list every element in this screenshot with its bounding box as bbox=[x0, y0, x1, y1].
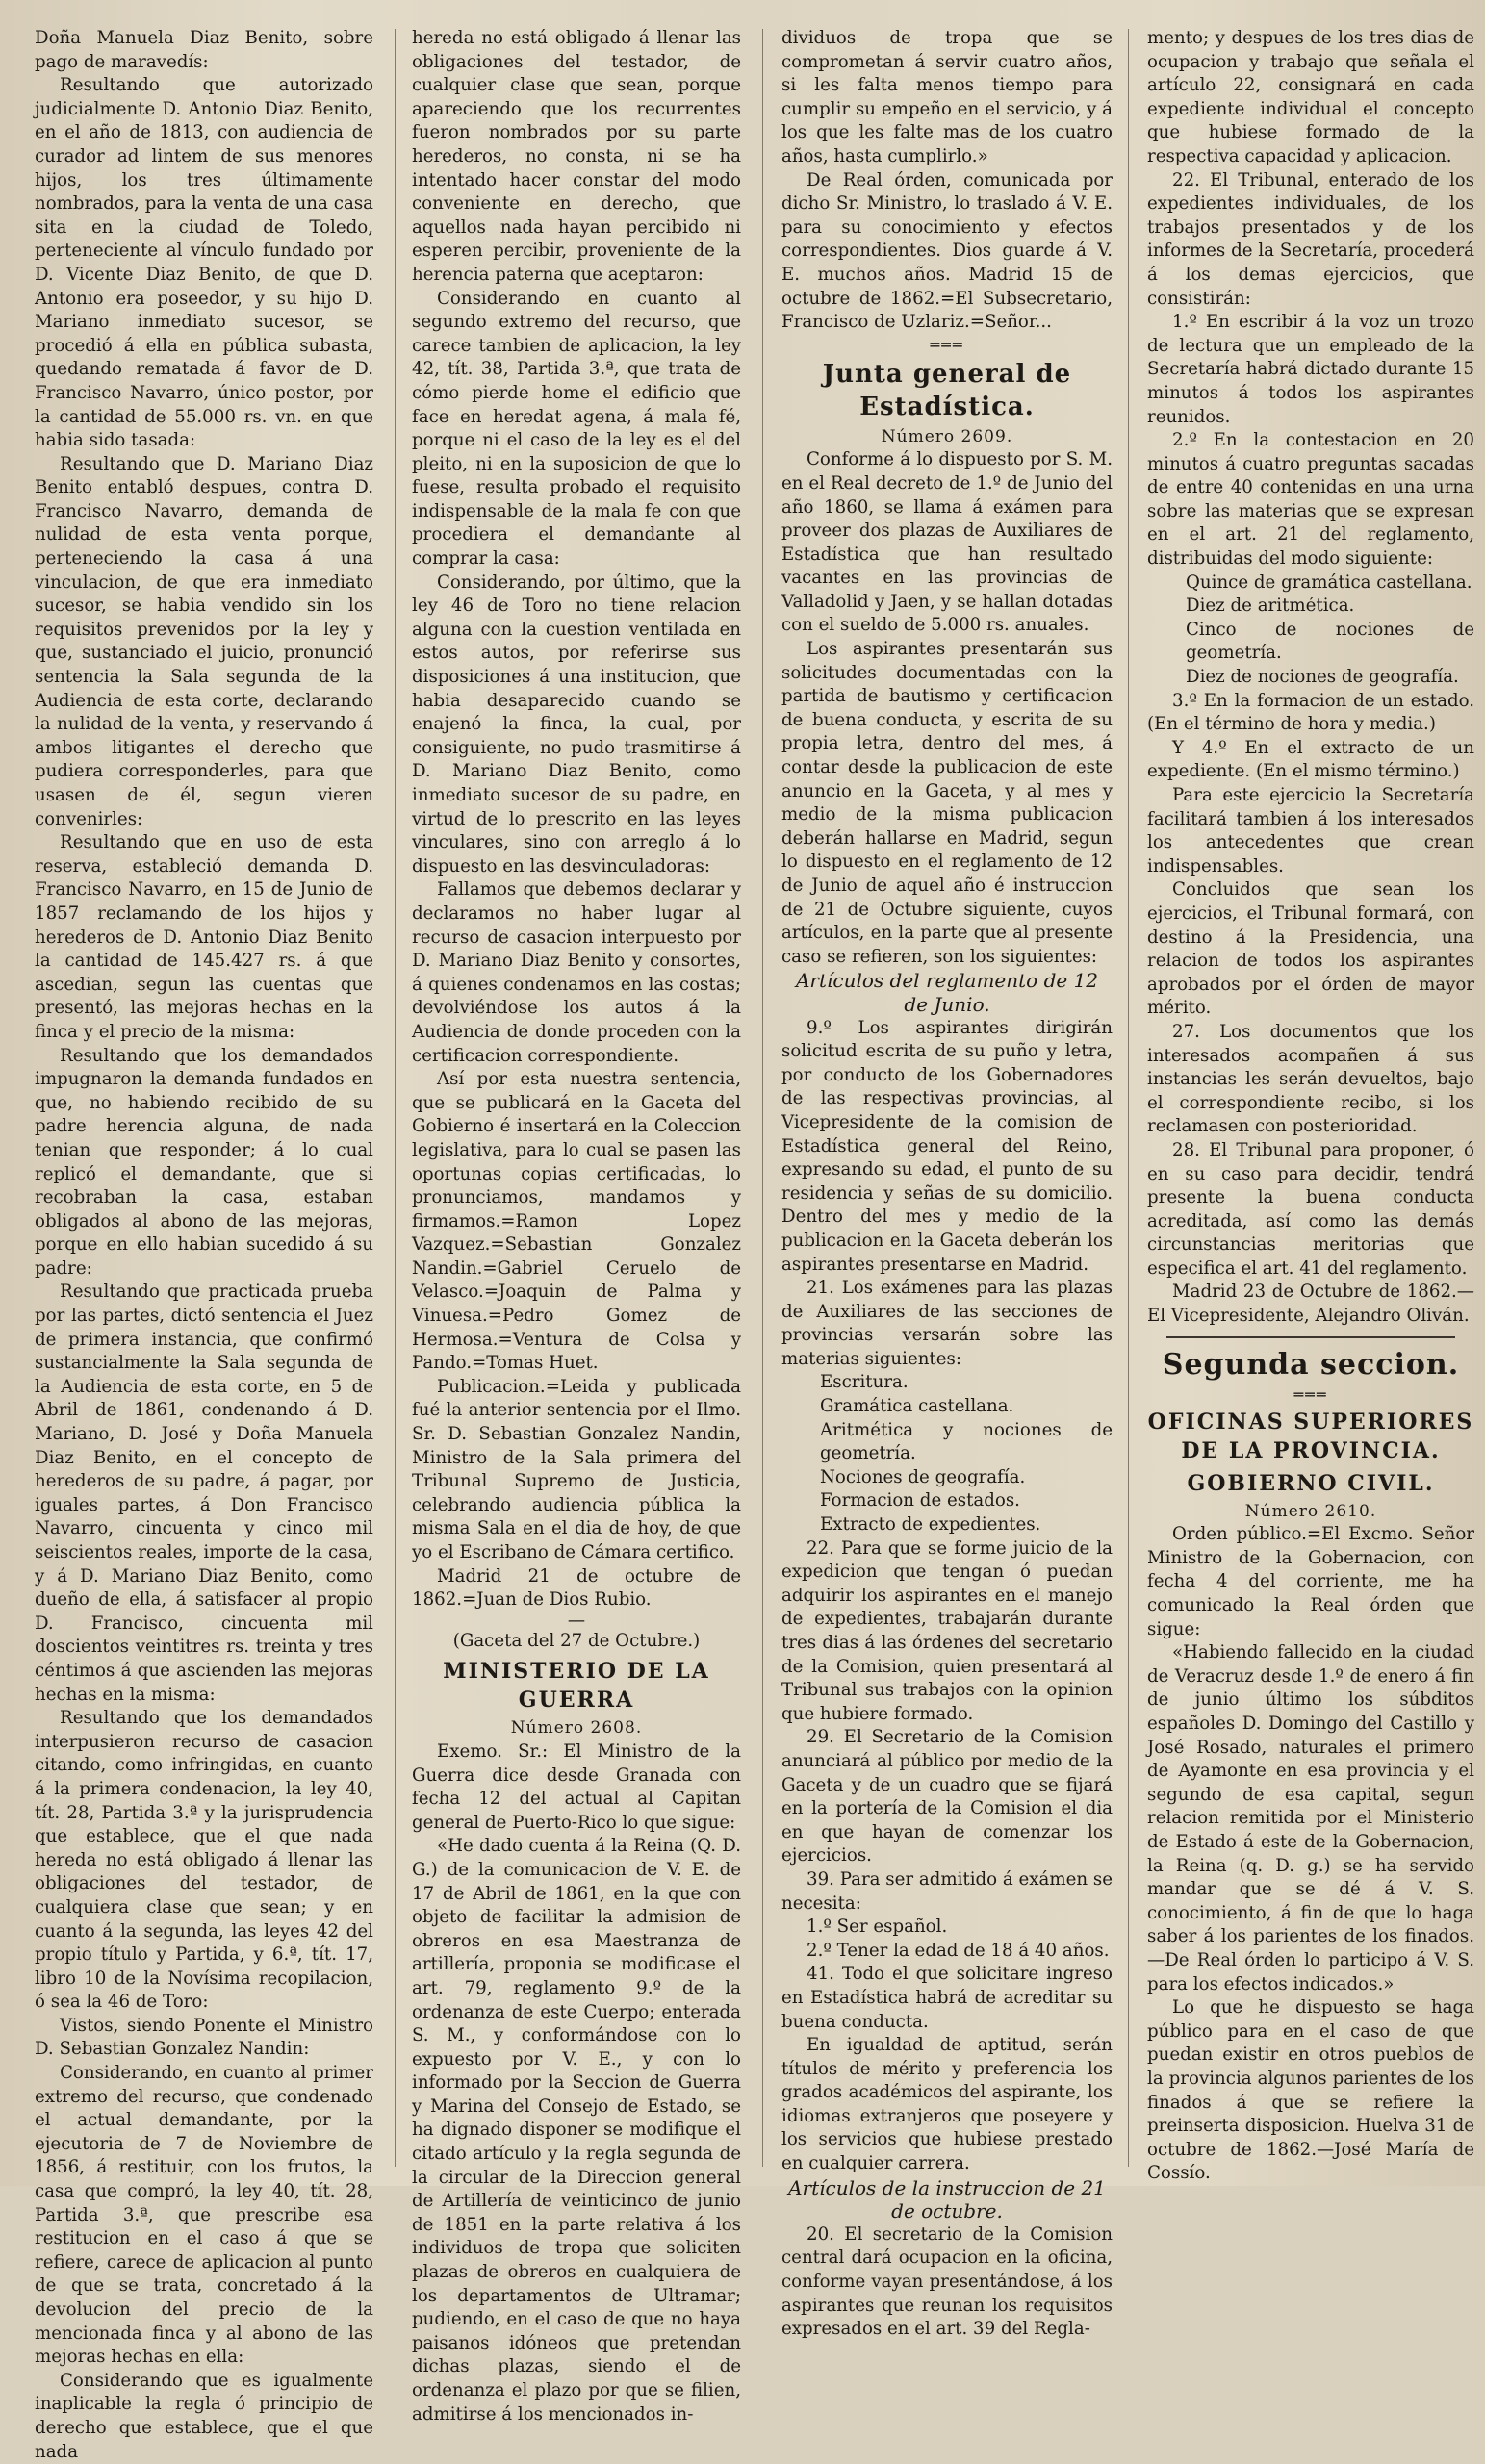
paragraph: «Habiendo fallecido en la ciudad de Veracruz desde 1.º de enero á fin de junio último los súbditos españoles D. Domingo del Castillo y José Rosado, naturales el primero de Ayamonte en esa provincia y el segundo de esa capital, segun relacion remitida por el Ministerio de Estado á este de la Gobernacion, la Reina (q. D. g.) se ha servido mandar que se dé á V. S. conocimiento, á fin de que lo haga saber á los parientes de los finados.—De Real órden lo participo á V. S. para los efectos indicados.» bbox=[1147, 1642, 1474, 1994]
paragraph: Resultando que en uso de esta reserva, estableció demanda D. Francisco Navarro, en 15 de Junio de 1857 reclamando de los hijos y herederos de D. Antonio Diaz Benito la cantidad de 145.427 rs. á que ascedian, segun las cuentas que presentó, las mejoras hechas en la finca y el precio de la misma: bbox=[35, 832, 373, 1042]
column-rule bbox=[1128, 29, 1129, 2167]
paragraph: 20. El secretario de la Comision central dará ocupacion en la oficina, conforme vayan presentándose, á los aspirantes que reunan los requisitos expresados en el art. 39 del Regla- bbox=[781, 2223, 1113, 2340]
list-item: Escritura. bbox=[820, 1372, 909, 1393]
paragraph: 22. Para que se forme juicio de la expedicion que tengan ó puedan adquirir los aspirantes en el manejo de expedientes, trabajarán durante tres dias á las órdenes del secretario de la Comision, quien presentará al Tribunal sus trabajos con la opinion que hubiere formado. bbox=[781, 1537, 1113, 1724]
item-number: Número 2610. bbox=[1244, 1501, 1377, 1521]
paragraph: Resultando que practicada prueba por las partes, dictó sentencia el Juez de primera instancia, que confirmó sustancialmente la Sala segunda de la Audiencia de esta corte, en 5 de Abril de 1861, condenando á D. Mariano, D. José y Doña Manuela Diaz Benito, en el concepto de herederos de su padre, á pagar, por iguales partes, á Don Francisco Navarro, cincuenta y cinco mil seiscientos reales, importe de la casa, y á D. Mariano Diaz Benito, como dueño de ella, á satisfacer al propio D. Francisco, cincuenta mil doscientos veintitres rs. treinta y tres céntimos á que ascienden las mejoras hechas en la misma: bbox=[35, 1282, 373, 1705]
paragraph: Resultando que autorizado judicialmente D. Antonio Diaz Benito, en el año de 1813, con audiencia de curador ad lintem de sus menores hijos, los tres últimamente nombrados, para la venta de una casa sita en la ciudad de Toledo, perteneciente al vínculo fundado por D. Vicente Diaz Benito, de que D. Antonio era poseedor, y su hijo D. Mariano inmediato sucesor, se procedió á ella en pública subasta, quedando rematada á favor de D. Francisco Navarro, único postor, por la cantidad de 55.000 rs. vn. en que habia sido tasada: bbox=[35, 75, 373, 451]
paragraph: 1.º Ser español. bbox=[807, 1917, 948, 1938]
paragraph: Considerando en cuanto al segundo extremo del recurso, que carece tambien de aplicacion, la ley 42, tít. 38, Partida 3.ª, que trata de cómo pierde home el edificio que face en heredat agena, á mala fé, porque ni el caso de la ley es el del pleito, ni en la suposicion de que lo fuese, resulta probado el requisito indispensable de la mala fe con que procediera el demandante al comprar la casa: bbox=[412, 288, 741, 570]
section-heading: OFICINAS SUPERIORES DE LA PROVINCIA. bbox=[1147, 1409, 1474, 1463]
list-item: Cinco de nociones de geometría. bbox=[1186, 619, 1474, 664]
list-item: Diez de aritmética. bbox=[1186, 596, 1355, 617]
centered-note: (Gaceta del 27 de Octubre.) bbox=[452, 1630, 701, 1651]
list-item: Extracto de expedientes. bbox=[820, 1514, 1041, 1536]
paragraph: Considerando, en cuanto al primer extremo del recurso, que condenado el actual demandante, por la ejecutoria de 7 de Noviembre de 1856, á restituir, con los frutos, la casa que compró, la ley 40, tít. 28, Partida 3.ª, que prescribe esa restitucion en el caso á que se refiere, carece de aplicacion al punto de que se trata, concretado á la devolucion del precio de la mencionada finca y al abono de las mejoras hechas en ella: bbox=[35, 2063, 373, 2368]
list-item: Diez de nociones de geografía. bbox=[1186, 667, 1459, 688]
paragraph: 9.º Los aspirantes dirigirán solicitud escrita de su puño y letra, por conducto de los Gobernadores de las respectivas provincias, al Vicepresidente de la comision de Estadística general del Reino, expresando su edad, el punto de su residencia y señas de su domicilio. Dentro del mes y medio de la publicacion en la Gaceta deberán los aspirantes presentarse en Madrid. bbox=[781, 1017, 1113, 1275]
paragraph: En igualdad de aptitud, serán títulos de mérito y preferencia los grados académicos del aspirante, los idiomas extranjeros que poseyere y los servicios que hubiese prestado en cualquier carrera. bbox=[781, 2035, 1113, 2174]
section-heading: GOBIERNO CIVIL. bbox=[1187, 1470, 1435, 1496]
paragraph: Fallamos que debemos declarar y declaramos no haber lugar al recurso de casacion interpuesto por D. Mariano Diaz Benito y consortes, á quienes condenamos en las costas; devolviéndose los autos á la Audiencia de donde proceden con la certificacion correspondiente. bbox=[412, 879, 741, 1066]
paragraph: Para este ejercicio la Secretaría facilitará tambien á los interesados los antecedentes que crean indispensables. bbox=[1147, 785, 1474, 876]
paragraph: Así por esta nuestra sentencia, que se publicará en la Gaceta del Gobierno é insertará en la Coleccion legislativa, para lo cual se pasen las oportunas copias certificadas, lo pronunciamos, mandamos y firmamos.=Ramon Lopez Vazquez.=Sebastian Gonzalez Nandin.=Gabriel Ceruelo de Velasco.=Joaquin de Palma y Vinuesa.=Pedro Gomez de Hermosa.=Ventura de Colsa y Pando.=Tomas Huet. bbox=[412, 1069, 741, 1374]
paragraph: Publicacion.=Leida y publicada fué la anterior sentencia por el Ilmo. Sr. D. Sebastian Gonzalez Nandin, Ministro de la Sala primera del Tribunal Supremo de Justicia, celebrando audiencia pública la misma Sala en el dia de hoy, de que yo el Escribano de Cámara certifico. bbox=[412, 1376, 741, 1562]
paragraph: Madrid 23 de Octubre de 1862.—El Vicepresidente, Alejandro Oliván. bbox=[1147, 1282, 1474, 1327]
item-number: Número 2608. bbox=[510, 1718, 643, 1739]
column-rule bbox=[762, 29, 763, 2167]
paragraph: Madrid 21 de octubre de 1862.=Juan de Dios Rubio. bbox=[412, 1565, 741, 1611]
section-divider bbox=[1166, 1336, 1455, 1338]
paragraph: Conforme á lo dispuesto por S. M. en el Real decreto de 1.º de Junio del año 1860, se llama á exámen para proveer dos plazas de Auxiliares de Estadística que han resultado vacantes en las provincias de Valladolid y Jaen, y se hallan dotadas con el sueldo de 5.000 rs. anuales. bbox=[781, 449, 1113, 636]
paragraph: Resultando que los demandados impugnaron la demanda fundados en que, no habiendo recibido de su padre herencia alguna, de nada tenian que responder; á lo cual replicó el demandante, que si recobraban la casa, estaban obligados al abono de las mejoras, porque en ello habian sucedido á su padre: bbox=[35, 1045, 373, 1279]
paragraph: 21. Los exámenes para las plazas de Auxiliares de las secciones de provincias versarán sobre las materias siguientes: bbox=[781, 1278, 1113, 1369]
list-item: Gramática castellana. bbox=[820, 1396, 1014, 1417]
paragraph: «He dado cuenta á la Reina (Q. D. G.) de la comunicacion de V. E. de 17 de Abril de 1861, en la que con objeto de facilitar la admision de obreros en esa Maestranza de artillería, proponia se modificase el art. 79, reglamento 9.º de la ordenanza de este Cuerpo; enterada S. M., y conformándose con lo expuesto por V. E., y con lo informado por la Seccion de Guerra y Marina del Consejo de Estado, se ha dignado disponer se modifique el citado artículo y la regla segunda de la circular de la Direccion general de Artillería de veinticinco de junio de 1851 en la parte relativa á los individuos de tropa que soliciten plazas de obreros en cualquiera de los departamentos de Ultramar; pudiendo, en el caso de que no haya paisanos idóneos que pretendan dichas plazas, siendo el de ordenanza el plazo por que se filien, admitirse á los mencionados in- bbox=[412, 1836, 741, 2425]
italic-subheading: Artículos de la instruccion de 21 de octubre. bbox=[788, 2175, 1106, 2223]
column-rule bbox=[395, 29, 396, 2167]
italic-subheading: Artículos del reglamento de 12 de Junio. bbox=[795, 969, 1099, 1016]
paragraph: Considerando que es igualmente inaplicable la regla ó principio de derecho que establece, que el que nada bbox=[35, 2370, 373, 2462]
paragraph: 29. El Secretario de la Comision anunciará al público por medio de la Gaceta y de un cuadro que se fijará en la portería de la Comision el dia en que hayan de comenzar los ejercicios. bbox=[781, 1727, 1113, 1867]
dash-separator: — bbox=[567, 1610, 586, 1631]
paragraph: 27. Los documentos que los interesados acompañen á sus instancias les serán devueltos, bajo el correspondiente recibo, si los reclamasen con posterioridad. bbox=[1147, 1021, 1474, 1137]
paragraph: Doña Manuela Diaz Benito, sobre pago de maravedís: bbox=[35, 28, 373, 72]
paragraph: Concluidos que sean los ejercicios, el Tribunal formará, con destino á la Presidencia, una relacion de todos los aspirantes aprobados por el órden de mayor mérito. bbox=[1147, 879, 1474, 1019]
paragraph: Orden público.=El Excmo. Señor Ministro de la Gobernacion, con fecha 4 del corriente, me ha comunicado la Real órden que sigue: bbox=[1147, 1524, 1474, 1639]
paragraph: Resultando que los demandados interpusieron recurso de casacion citando, como infringidas, en cuanto á la primera condenacion, la ley 40, tít. 28, Partida 3.ª y la jurisprudencia que establece, que el que nada hereda no está obligado á llenar las obligaciones del testador, de cualquiera clase que sean; y en cuanto á la segunda, las leyes 42 del propio título y Partida, y 6.ª, tít. 17, libro 10 de la Novísima recopilacion, ó sea la 46 de Toro: bbox=[35, 1708, 373, 2013]
column-4 bbox=[1147, 27, 1474, 2184]
column-1 bbox=[35, 27, 373, 2462]
paragraph: Vistos, siendo Ponente el Ministro D. Sebastian Gonzalez Nandin: bbox=[35, 2015, 373, 2060]
paragraph: 28. El Tribunal para proponer, ó en su caso para decidir, tendrá presente la buena conducta acreditada, así como las demás circunstancias meritorias que especifica el art. 41 del reglamento. bbox=[1147, 1139, 1474, 1279]
paragraph: 2.º En la contestacion en 20 minutos á cuatro preguntas sacadas de entre 40 contenidas en una urna sobre las materias que se expresan en el art. 21 del reglamento, distribuidas del modo siguiente: bbox=[1147, 430, 1474, 570]
list-item: Formacion de estados. bbox=[820, 1490, 1020, 1511]
paragraph: Considerando, por último, que la ley 46 de Toro no tiene relacion alguna con la cuestion ventilada en estos autos, por referirse sus disposiciones á una institucion, que habia desaparecido cuando se enajenó la finca, la cual, por consiguiente, no pudo trasmitirse á D. Mariano Diaz Benito, como inmediato sucesor de su padre, en virtud de lo prescrito en las leyes vinculares, sino con arreglo á lo dispuesto en las desvinculadoras: bbox=[412, 572, 741, 876]
paragraph: Los aspirantes presentarán sus solicitudes documentadas con la partida de bautismo y certificacion de buena conducta, y escrita de su propia letra, dentro del mes, á contar desde la publicacion de este anuncio en la Gaceta, y al mes y medio de la misma publicacion deberán hallarse en Madrid, segun lo dispuesto en el reglamento de 12 de Junio de aquel año é instruccion de 21 de Octubre siguiente, cuyos artículos, en la parte que al presente caso se refieren, son los siguientes: bbox=[781, 639, 1113, 967]
paragraph: 22. El Tribunal, enterado de los expedientes individuales, de los trabajos presentados y de los informes de la Secretaría, procederá á los demas ejercicios, que consistirán: bbox=[1147, 169, 1474, 309]
item-number: Número 2609. bbox=[881, 426, 1013, 446]
list-item: Aritmética y nociones de geometría. bbox=[820, 1419, 1113, 1464]
paragraph: Lo que he dispuesto se haga público para en el caso de que puedan existir en otros pueblos de la provincia algunos parientes de los finados á que se refiere la preinserta disposicion. Huelva 31 de octubre de 1862.—José María de Cossío. bbox=[1147, 1997, 1474, 2184]
list-item: Nociones de geografía. bbox=[820, 1466, 1026, 1487]
section-heading: MINISTERIO DE LA GUERRA bbox=[443, 1659, 710, 1714]
decorative-rule: ═══ bbox=[1293, 1384, 1328, 1404]
paragraph: mento; y despues de los tres dias de ocupacion y trabajo que señala el artículo 22, consignará en cada expediente individual el concepto que hubiese formado de la respectiva capacidad y aplicacion. bbox=[1147, 28, 1474, 166]
column-3 bbox=[781, 27, 1113, 2340]
paragraph: De Real órden, comunicada por dicho Sr. Ministro, lo traslado á V. E. para su conocimiento y efectos correspondientes. Dios guarde á V. E. muchos años. Madrid 15 de octubre de 1862.=El Subsecretario, Francisco de Uzlariz.=Señor... bbox=[781, 169, 1113, 333]
paragraph: 3.º En la formacion de un estado. (En el término de hora y media.) bbox=[1147, 690, 1474, 735]
decorative-rule: ═══ bbox=[930, 335, 964, 354]
paragraph: dividuos de tropa que se comprometan á servir cuatro años, si les falta menos tiempo para cumplir su empeño en el servicio, y á los que les falte mas de los cuatro años, hasta cumplirlo.» bbox=[781, 28, 1113, 166]
paragraph: 41. Todo el que solicitare ingreso en Estadística habrá de acreditar su buena conducta. bbox=[781, 1964, 1113, 2032]
section-heading: Junta general de Estadística. bbox=[822, 359, 1072, 421]
list-item: Quince de gramática castellana. bbox=[1186, 572, 1472, 593]
paragraph: Y 4.º En el extracto de un expediente. (En el mismo término.) bbox=[1147, 737, 1474, 782]
paragraph: 2.º Tener la edad de 18 á 40 años. bbox=[807, 1940, 1110, 1961]
paragraph: Exemo. Sr.: El Ministro de la Guerra dice desde Granada con fecha 12 del actual al Capitan general de Puerto-Rico lo que sigue: bbox=[412, 1740, 741, 1833]
paragraph: Resultando que D. Mariano Diaz Benito entabló despues, contra D. Francisco Navarro, demanda de nulidad de esta venta porque, perteneciendo la casa á una vinculacion, de que era inmediato sucesor, se habia vendido sin los requisitos prevenidos por la ley y que, sustanciado el juicio, pronunció sentencia la Sala segunda de la Audiencia de esta corte, declarando la nulidad de la venta, y reservando á ambos litigantes el derecho que pudiera corresponderles, para que usasen de él, segun vieren convenirles: bbox=[35, 453, 373, 829]
paragraph: 1.º En escribir á la voz un trozo de lectura que un empleado de la Secretaría habrá dictado durante 15 minutos á todos los aspirantes reunidos. bbox=[1147, 312, 1474, 427]
column-2 bbox=[412, 27, 741, 2425]
section-heading: Segunda seccion. bbox=[1162, 1347, 1460, 1382]
paragraph: hereda no está obligado á llenar las obligaciones del testador, de cualquier clase que sean, porque apareciendo que los recurrentes fueron nombrados por su parte herederos, no consta, ni se ha intentado hacer constar del modo conveniente en derecho, que aquellos nada hayan percibido ni esperen percibir, proveniente de la herencia paterna que aceptaron: bbox=[412, 28, 741, 285]
paragraph: 39. Para ser admitido á exámen se necesita: bbox=[781, 1868, 1113, 1914]
